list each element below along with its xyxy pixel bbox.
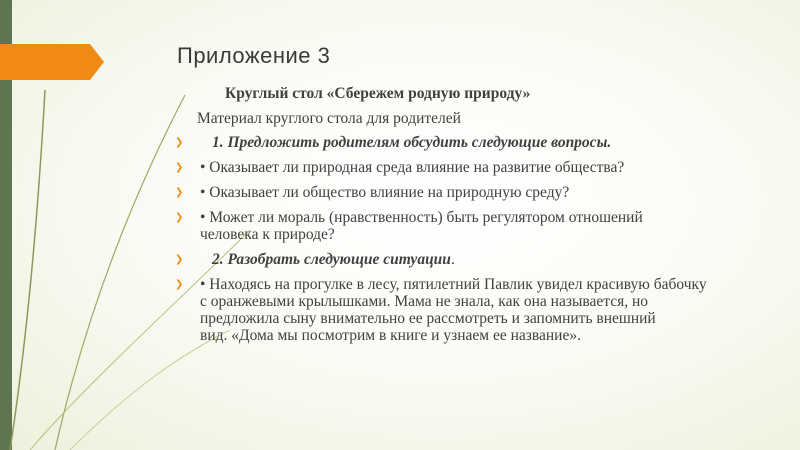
- chevron-right-icon: ❯: [175, 137, 184, 148]
- heading: Круглый стол «Сбережем родную природу»: [225, 85, 531, 102]
- title-accent-tab: [0, 44, 104, 80]
- list-item-continuation: предложила сыну внимательно ее рассмотреть и запомнить внешний: [200, 310, 656, 327]
- page-title: Приложение 3: [177, 43, 331, 68]
- list-item-continuation: вид. «Дома мы посмотрим в книге и узнаем ее название».: [200, 327, 581, 344]
- subheading: Материал круглого стола для родителей: [197, 110, 461, 127]
- chevron-right-icon: ❯: [175, 279, 184, 290]
- chevron-right-icon: ❯: [175, 162, 184, 173]
- chevron-right-icon: ❯: [175, 212, 184, 223]
- list-item-continuation: человека к природе?: [200, 226, 335, 243]
- chevron-right-icon: ❯: [175, 187, 184, 198]
- chevron-right-icon: ❯: [175, 254, 184, 265]
- list-item-continuation: с оранжевыми крылышками. Мама не знала, как она называется, но: [200, 293, 649, 310]
